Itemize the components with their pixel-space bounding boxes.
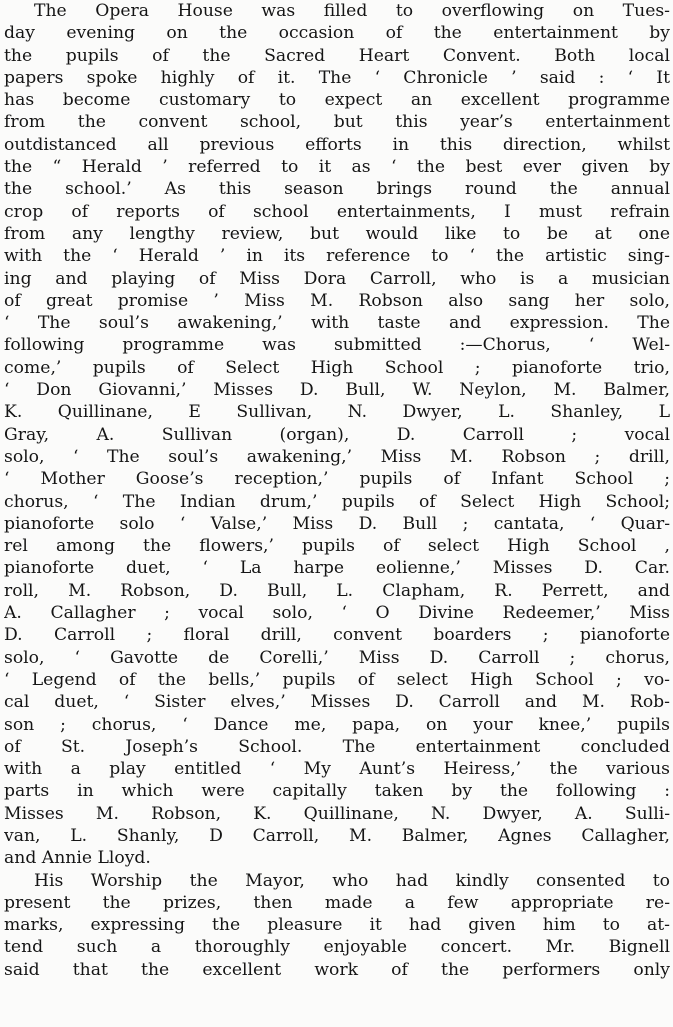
text-line: Gray, A. Sullivan (organ), D. Carroll ; vocal xyxy=(4,424,670,445)
text-line: ‘ Mother Goose’s reception,’ pupils of Infant School ; xyxy=(4,469,670,490)
text-line: from any lengthy review, but would like to be at one xyxy=(4,223,670,244)
text-line: The Opera House was filled to overflowing on Tues- xyxy=(34,1,670,21)
text-line: solo, ‘ The soul’s awakening,’ Miss M. Robson ; drill, xyxy=(4,446,670,467)
text-line: solo, ‘ Gavotte de Corelli,’ Miss D. Carroll ; chorus, xyxy=(4,647,670,668)
text-line: come,’ pupils of Select High School ; pianoforte trio, xyxy=(4,357,670,378)
text-line: marks, expressing the pleasure it had given him to at- xyxy=(4,915,670,936)
text-line: van, L. Shanly, D Carroll, M. Balmer, Agnes Callagher, xyxy=(4,825,670,846)
text-line: day evening on the occasion of the entertainment by xyxy=(4,23,670,44)
article-paragraph-2 xyxy=(4,870,670,981)
text-line: following programme was submitted :—Chorus, ‘ Wel- xyxy=(4,335,670,356)
text-line: outdistanced all previous efforts in this direction, whilst xyxy=(4,134,670,155)
text-line: the pupils of the Sacred Heart Convent. Both local xyxy=(4,45,670,66)
text-line: of St. Joseph’s School. The entertainment concluded xyxy=(4,736,670,757)
text-line: of great promise ’ Miss M. Robson also sang her solo, xyxy=(4,290,670,311)
article-paragraph-1 xyxy=(4,0,670,870)
text-line: chorus, ‘ The Indian drum,’ pupils of Select High School; xyxy=(4,491,670,512)
text-line: K. Quillinane, E Sullivan, N. Dwyer, L. Shanley, L xyxy=(4,402,670,423)
text-line: His Worship the Mayor, who had kindly consented to xyxy=(34,870,670,891)
text-line: Misses M. Robson, K. Quillinane, N. Dwyer, A. Sulli- xyxy=(4,803,670,824)
text-line: with a play entitled ‘ My Aunt’s Heiress,’ the various xyxy=(4,759,670,780)
text-line: pianoforte duet, ‘ La harpe eolienne,’ Misses D. Car. xyxy=(4,558,670,579)
text-line: ‘ Legend of the bells,’ pupils of select High School ; vo- xyxy=(4,669,670,690)
text-line: tend such a thoroughly enjoyable concert. Mr. Bignell xyxy=(4,937,670,958)
text-line: rel among the flowers,’ pupils of select High School , xyxy=(4,536,670,557)
text-line: roll, M. Robson, D. Bull, L. Clapham, R. Perrett, and xyxy=(4,580,670,601)
text-line: A. Callagher ; vocal solo, ‘ O Divine Redeemer,’ Miss xyxy=(4,603,670,624)
text-line: with the ‘ Herald ’ in its reference to ‘ the artistic sing- xyxy=(4,246,670,267)
text-line: ing and playing of Miss Dora Carroll, who is a musician xyxy=(4,268,670,289)
text-line: pianoforte solo ‘ Valse,’ Miss D. Bull ; cantata, ‘ Quar- xyxy=(4,513,670,534)
text-line: crop of reports of school entertainments, I must refrain xyxy=(4,201,670,222)
text-line: the school.’ As this season brings round the annual xyxy=(4,179,670,200)
text-line: the “ Herald ’ referred to it as ‘ the best ever given by xyxy=(4,157,670,178)
text-line: cal duet, ‘ Sister elves,’ Misses D. Carroll and M. Rob- xyxy=(4,692,670,713)
text-line: ‘ The soul’s awakening,’ with taste and expression. The xyxy=(4,313,670,334)
text-line: D. Carroll ; floral drill, convent boarders ; pianoforte xyxy=(4,625,670,646)
text-line: and Annie Lloyd. xyxy=(4,848,151,869)
text-line: has become customary to expect an excellent programme xyxy=(4,90,670,111)
text-line: son ; chorus, ‘ Dance me, papa, on your knee,’ pupils xyxy=(4,714,670,735)
text-line: present the prizes, then made a few appropriate re- xyxy=(4,892,670,913)
text-line: ‘ Don Giovanni,’ Misses D. Bull, W. Neylon, M. Balmer, xyxy=(4,380,670,401)
text-line: from the convent school, but this year’s entertainment xyxy=(4,112,670,133)
article-column xyxy=(4,0,670,981)
text-line: papers spoke highly of it. The ‘ Chronicle ’ said : ‘ It xyxy=(4,67,670,88)
text-line: said that the excellent work of the performers only xyxy=(4,959,670,980)
text-line: parts in which were capitally taken by the following : xyxy=(4,781,670,802)
